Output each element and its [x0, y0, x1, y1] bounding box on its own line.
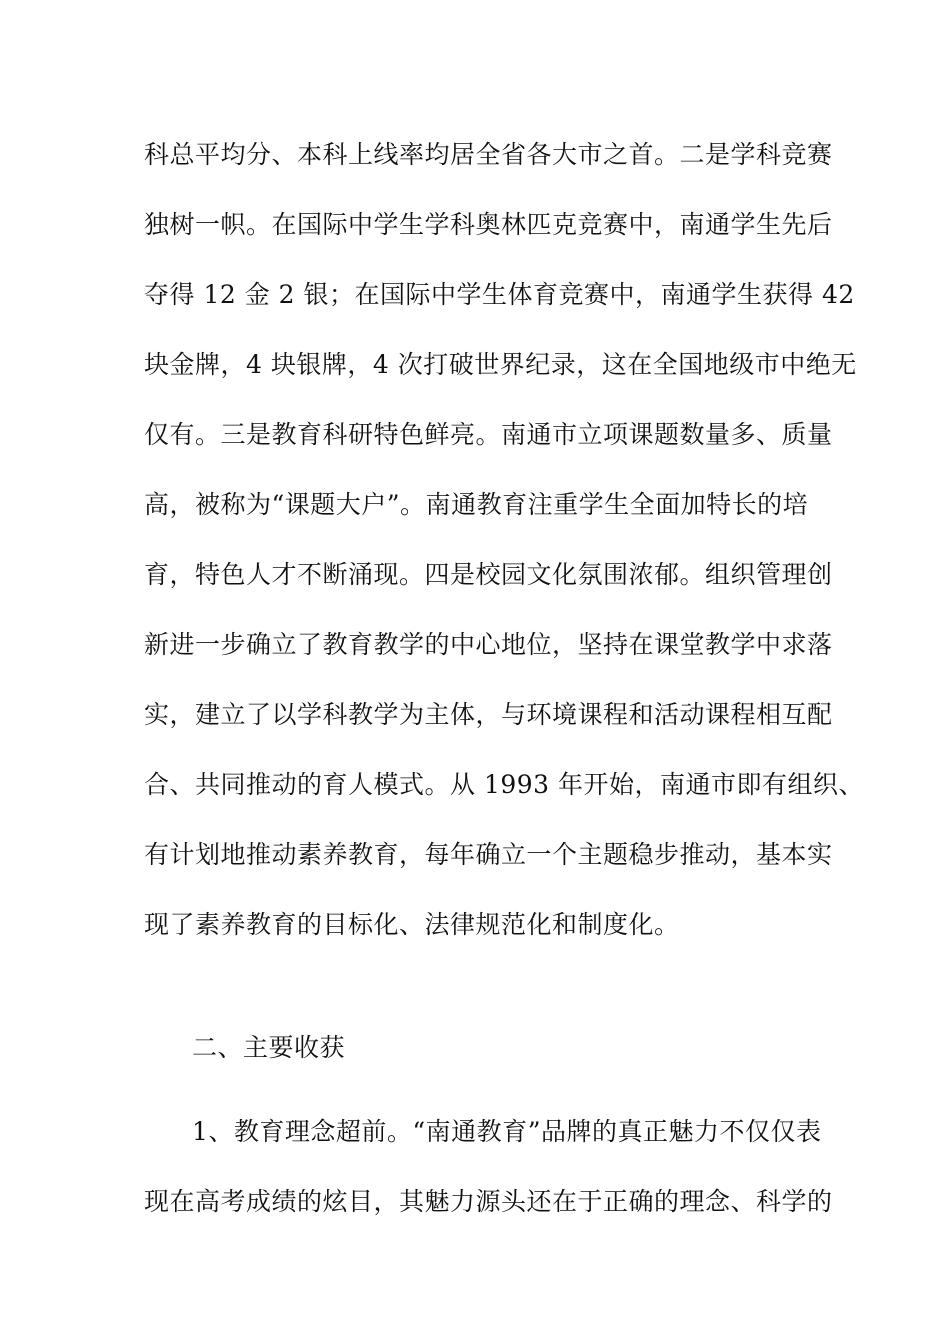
paragraph-line: 育，特色人才不断涌现。四是校园文化氛围浓郁。组织管理创 — [144, 560, 833, 589]
paragraph-line: 高，被称为“课题大户”。南通教育注重学生全面加特长的培 — [144, 490, 809, 519]
paragraph-line: 块金牌，4 块银牌，4 次打破世界纪录，这在全国地级市中绝无 — [144, 350, 857, 379]
paragraph-line: 实，建立了以学科教学为主体，与环境课程和活动课程相互配 — [144, 700, 833, 729]
paragraph-line: 夺得 12 金 2 银；在国际中学生体育竞赛中，南通学生获得 42 — [144, 280, 855, 309]
paragraph-line: 有计划地推动素养教育，每年确立一个主题稳步推动，基本实 — [144, 840, 833, 869]
paragraph-line: 合、共同推动的育人模式。从 1993 年开始，南通市即有组织、 — [144, 770, 865, 799]
section-heading: 二、主要收获 — [192, 1033, 346, 1062]
paragraph-line: 现了素养教育的目标化、法律规范化和制度化。 — [144, 910, 680, 939]
paragraph-line: 新进一步确立了教育教学的中心地位，坚持在课堂教学中求落 — [144, 630, 833, 659]
subsection-line: 现在高考成绩的炫目，其魅力源头还在于正确的理念、科学的 — [144, 1187, 833, 1216]
paragraph-line: 科总平均分、本科上线率均居全省各大市之首。二是学科竞赛 — [144, 140, 833, 169]
paragraph-line: 仅有。三是教育科研特色鲜亮。南通市立项课题数量多、质量 — [144, 420, 833, 449]
paragraph-line: 独树一帜。在国际中学生学科奥林匹克竞赛中，南通学生先后 — [144, 210, 833, 239]
subsection-line: 1、教育理念超前。“南通教育”品牌的真正魅力不仅仅表 — [192, 1117, 822, 1146]
